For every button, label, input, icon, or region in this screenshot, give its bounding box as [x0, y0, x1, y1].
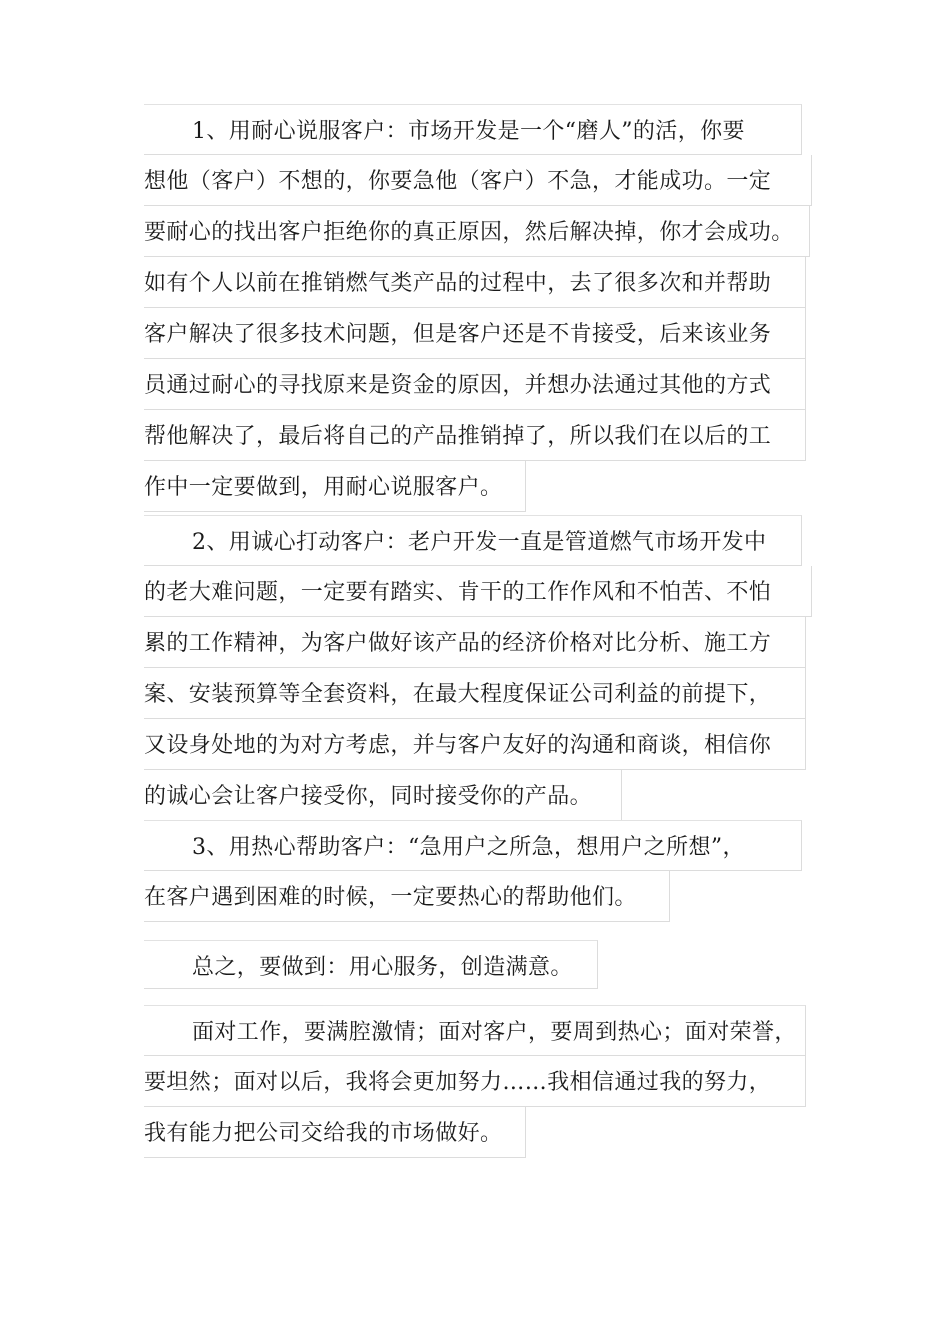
text-line: 案、安装预算等全套资料，在最大程度保证公司利益的前提下，: [144, 668, 806, 719]
text-line: 作中一定要做到，用耐心说服客户。: [144, 461, 526, 512]
paragraph-4: [144, 940, 598, 989]
text-line: 又设身处地的为对方考虑，并与客户友好的沟通和商谈，相信你: [144, 719, 806, 770]
text-line: 帮他解决了，最后将自己的产品推销掉了，所以我们在以后的工: [144, 410, 806, 461]
text-line: 在客户遇到困难的时候，一定要热心的帮助他们。: [144, 871, 670, 922]
text-line: 我有能力把公司交给我的市场做好。: [144, 1107, 526, 1158]
text-line: 客户解决了很多技术问题，但是客户还是不肯接受，后来该业务: [144, 308, 806, 359]
text-line: 想他（客户）不想的，你要急他（客户）不急，才能成功。一定: [144, 155, 812, 206]
text-line: 1、用耐心说服客户：市场开发是一个“磨人”的活，你要: [144, 104, 802, 155]
text-line: 3、用热心帮助客户：“急用户之所急，想用户之所想”，: [144, 820, 802, 871]
text-line: 的老大难问题，一定要有踏实、肯干的工作作风和不怕苦、不怕: [144, 566, 812, 617]
text-line: 要坦然；面对以后，我将会更加努力……我相信通过我的努力，: [144, 1056, 806, 1107]
text-line: 的诚心会让客户接受你，同时接受你的产品。: [144, 770, 622, 821]
text-line: 员通过耐心的寻找原来是资金的原因，并想办法通过其他的方式: [144, 359, 806, 410]
paragraph-3: [144, 820, 802, 922]
text-line: 面对工作，要满腔激情；面对客户，要周到热心；面对荣誉，: [144, 1005, 806, 1056]
text-line: 总之，要做到：用心服务，创造满意。: [144, 940, 598, 989]
paragraph-5: [144, 1005, 806, 1158]
paragraph-1: [144, 104, 812, 512]
text-line: 要耐心的找出客户拒绝你的真正原因，然后解决掉，你才会成功。: [144, 206, 810, 257]
paragraph-2: [144, 515, 812, 821]
text-line: 如有个人以前在推销燃气类产品的过程中，去了很多次和并帮助: [144, 257, 806, 308]
text-line: 累的工作精神，为客户做好该产品的经济价格对比分析、施工方: [144, 617, 806, 668]
text-line: 2、用诚心打动客户：老户开发一直是管道燃气市场开发中: [144, 515, 802, 566]
